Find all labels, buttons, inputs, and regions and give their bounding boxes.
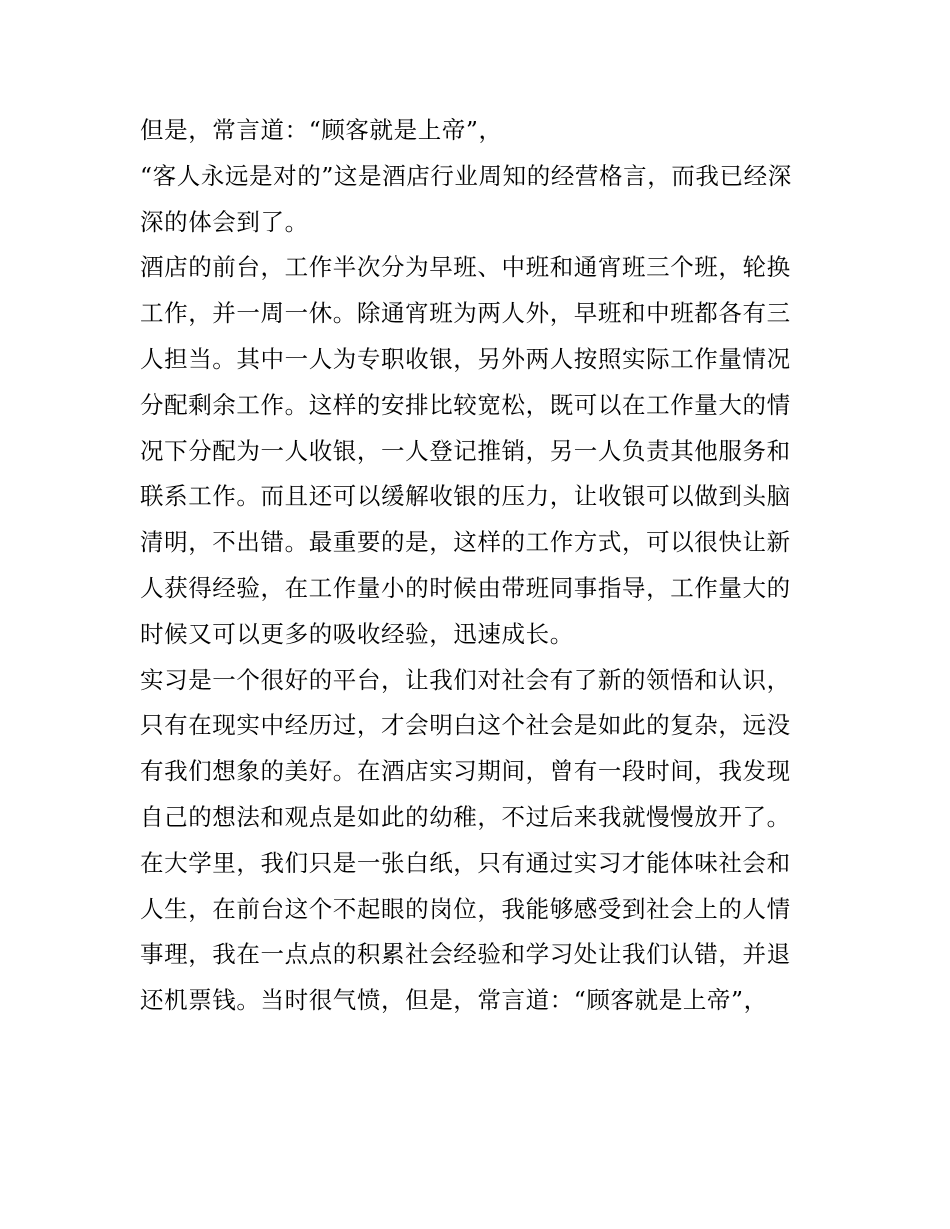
text-line: 但是，常言道：“顾客就是上帝”，	[140, 116, 503, 144]
text-line: 时候又可以更多的吸收经验，迅速成长。	[140, 619, 574, 648]
text-line: 只有在现实中经历过，才会明白这个社会是如此的复杂，远没	[140, 711, 791, 740]
text-line: 联系工作。而且还可以缓解收银的压力，让收银可以做到头脑	[140, 482, 791, 511]
text-line: 深的体会到了。	[140, 207, 309, 236]
document-body	[140, 108, 815, 1024]
text-line: “客人永远是对的”这是酒店行业周知的经营格言，而我已经深	[140, 161, 792, 190]
text-line: 人获得经验，在工作量小的时候由带班同事指导，工作量大的	[140, 573, 791, 602]
text-line: 况下分配为一人收银，一人登记推销，另一人负责其他服务和	[140, 436, 791, 465]
text-line: 人生，在前台这个不起眼的岗位，我能够感受到社会上的人情	[140, 894, 791, 923]
text-line: 有我们想象的美好。在酒店实习期间，曾有一段时间，我发现	[140, 757, 791, 786]
text-line: 实习是一个很好的平台，让我们对社会有了新的领悟和认识，	[140, 665, 791, 694]
text-line: 工作，并一周一休。除通宵班为两人外，早班和中班都各有三	[140, 299, 791, 328]
text-line: 事理，我在一点点的积累社会经验和学习处让我们认错，并退	[140, 940, 791, 969]
text-line: 酒店的前台，工作半次分为早班、中班和通宵班三个班，轮换	[140, 253, 791, 282]
text-line: 还机票钱。当时很气愤，但是，常言道：“顾客就是上帝”，	[140, 986, 768, 1015]
text-line: 在大学里，我们只是一张白纸，只有通过实习才能体味社会和	[140, 848, 791, 877]
text-line: 清明，不出错。最重要的是，这样的工作方式，可以很快让新	[140, 528, 791, 557]
text-line: 自己的想法和观点是如此的幼稚，不过后来我就慢慢放开了。	[140, 802, 791, 831]
text-line: 分配剩余工作。这样的安排比较宽松，既可以在工作量大的情	[140, 390, 791, 419]
text-line: 人担当。其中一人为专职收银，另外两人按照实际工作量情况	[140, 344, 791, 373]
